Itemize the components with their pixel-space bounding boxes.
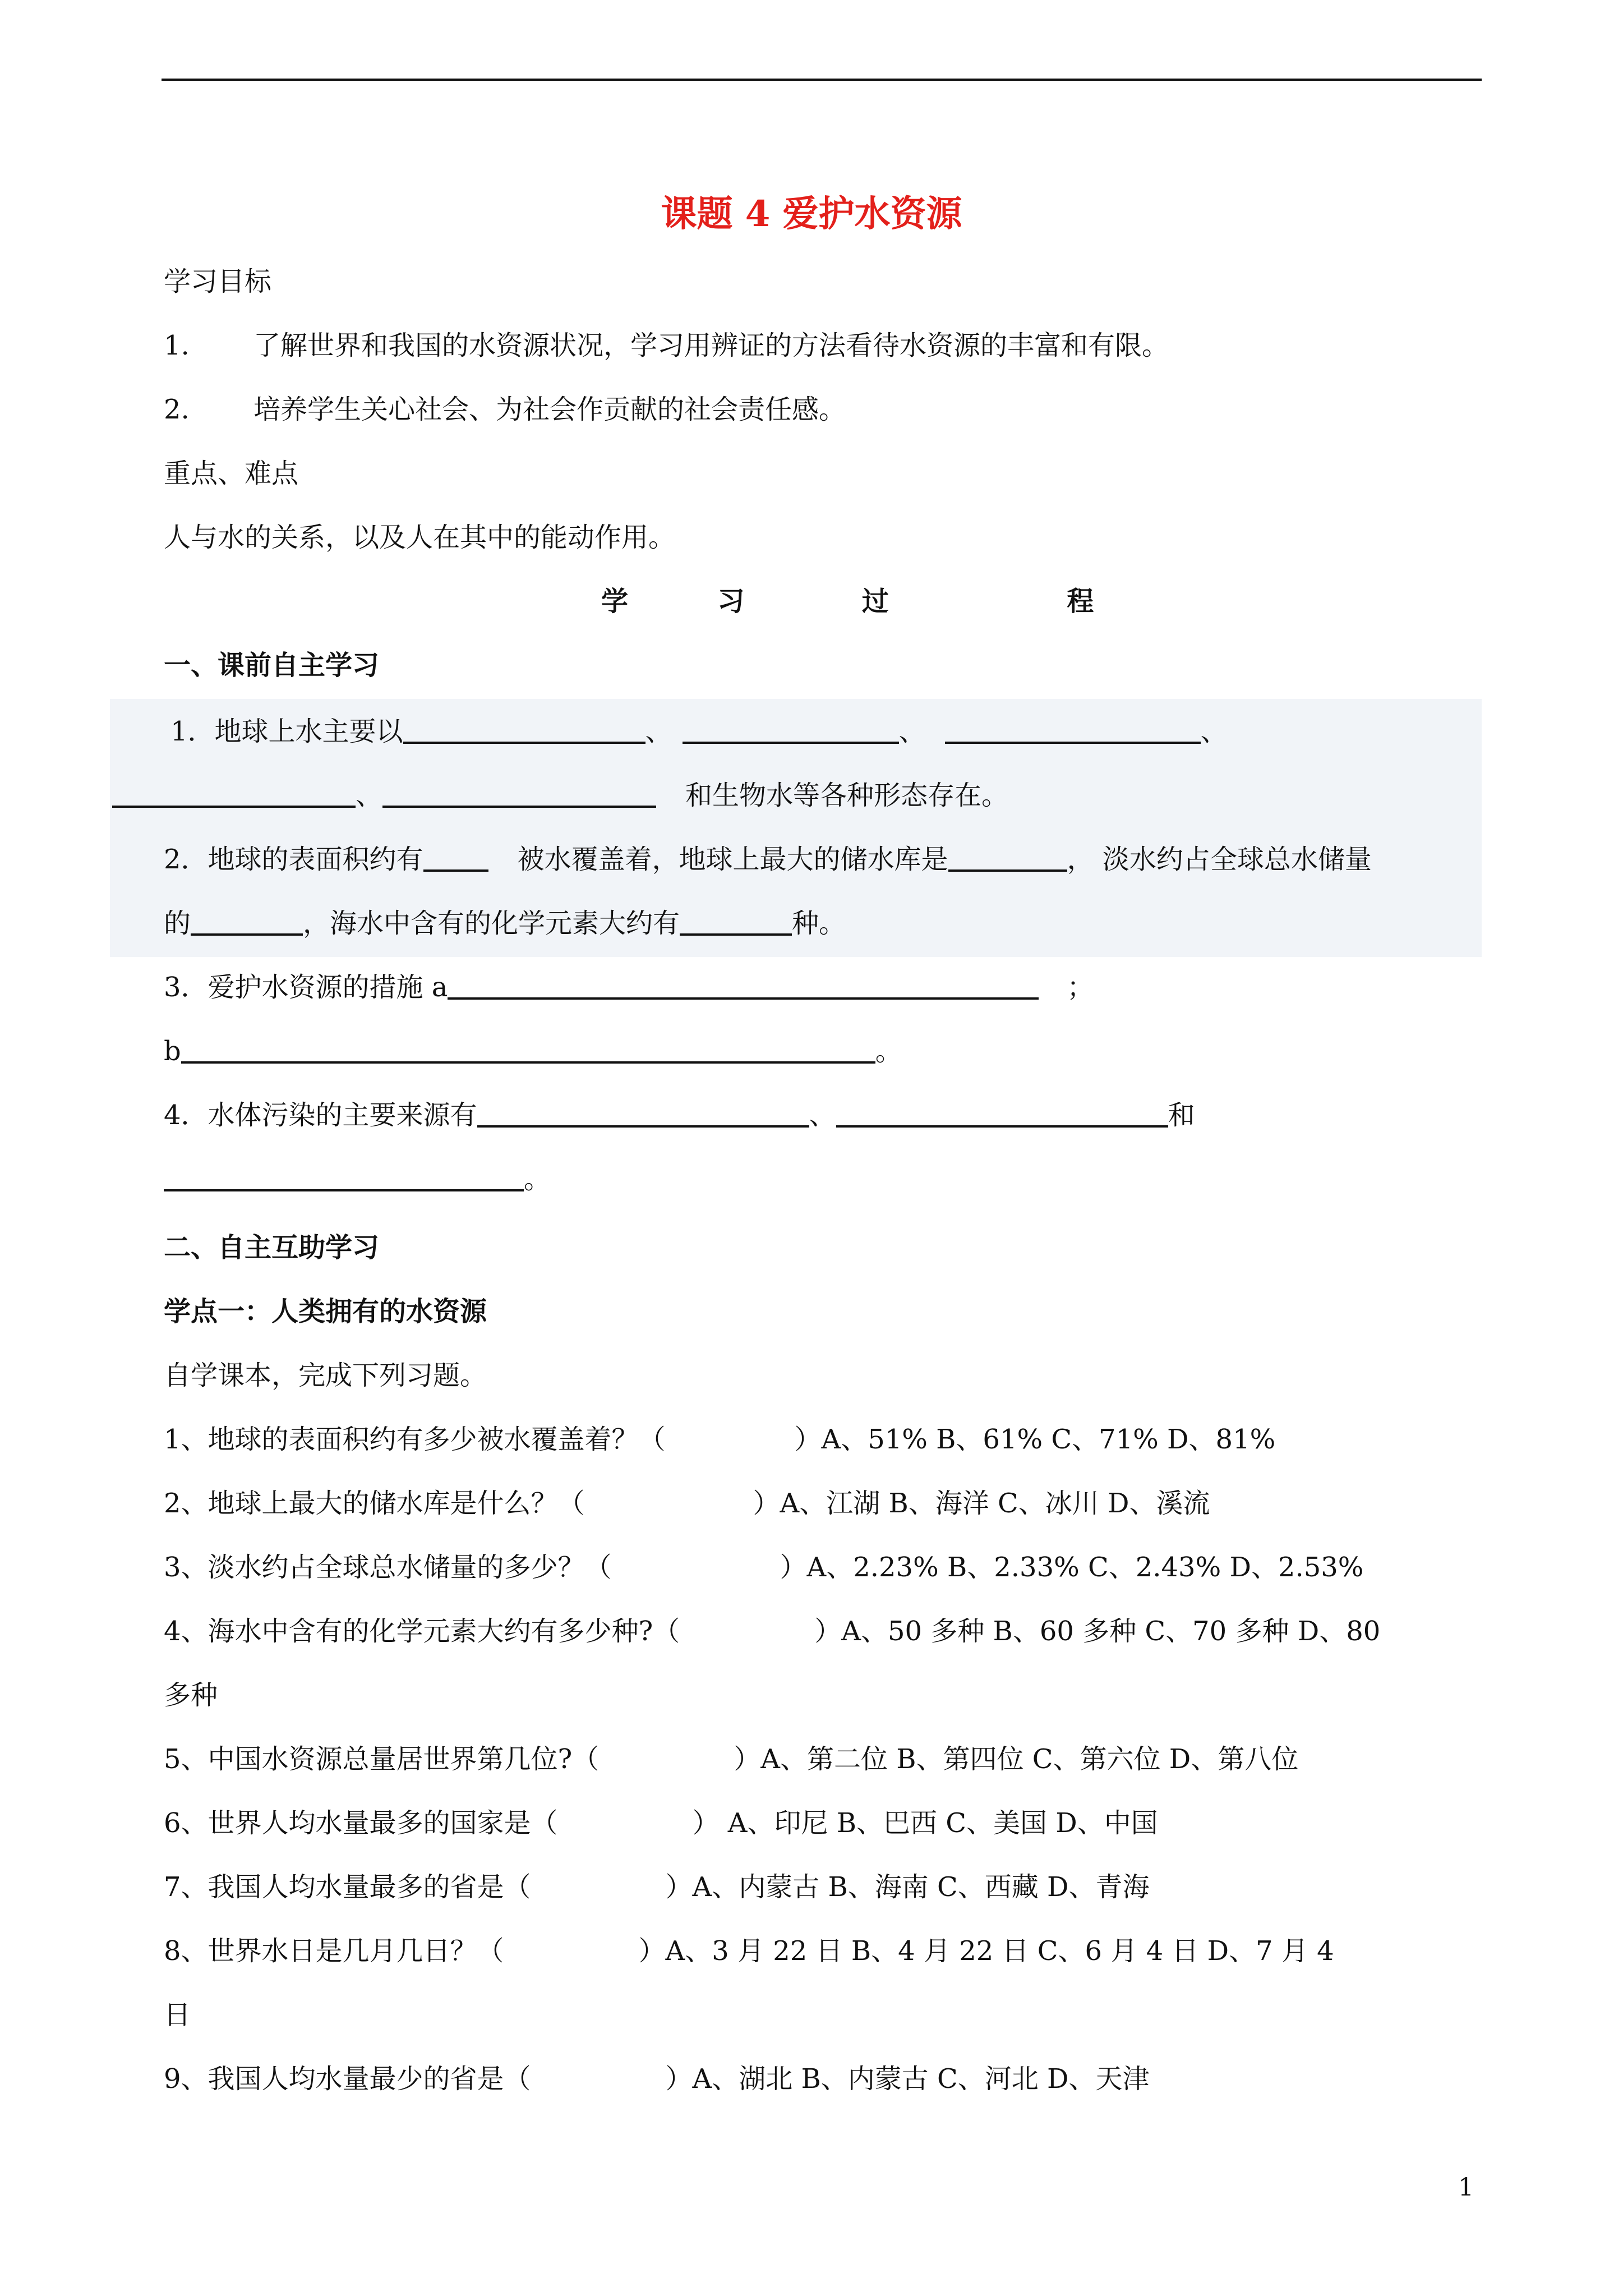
objective-text: 培养学生关心社会、为社会作贡献的社会责任感。 — [253, 394, 846, 425]
objective-number: 2. — [164, 394, 190, 425]
question-1-line2 — [112, 780, 1008, 809]
answer-blank[interactable] — [945, 716, 1201, 744]
objective-number: 1. — [164, 330, 190, 361]
q4-separator: 、 — [809, 1099, 836, 1131]
mc-question-text: 6、世界人均水量最多的国家是（ — [164, 1807, 558, 1839]
answer-blank[interactable] — [477, 1099, 809, 1128]
mc-question — [164, 1426, 1275, 1453]
mc-question-continuation: 日 — [164, 1999, 191, 2031]
q2-text: 被水覆盖着，地球上最大的储水库是 — [517, 844, 948, 875]
answer-blank[interactable] — [181, 1036, 875, 1064]
answer-blank[interactable] — [448, 972, 1039, 1000]
header-rule — [162, 79, 1482, 81]
q1-separator: 、 — [898, 716, 926, 747]
mc-options: ）A、第二位 B、第四位 C、第六位 D、第八位 — [734, 1743, 1299, 1775]
mc-options: ）A、2.23% B、2.33% C、2.43% D、2.53% — [780, 1552, 1364, 1583]
mc-question — [164, 1618, 1380, 1645]
section1-heading: 一、课前自主学习 — [164, 650, 380, 681]
key-points-heading: 重点、难点 — [164, 458, 299, 489]
process-char: 过 — [861, 586, 889, 617]
process-char: 程 — [1067, 586, 1094, 617]
q2-text: ， 淡水约占全球总水储量 — [1067, 844, 1372, 875]
answer-blank[interactable] — [191, 908, 303, 936]
objective-item — [164, 332, 1169, 359]
question-2-line1 — [164, 844, 1372, 873]
mc-options: ）A、51% B、61% C、71% D、81% — [794, 1424, 1276, 1455]
q3-separator: ； — [1067, 972, 1094, 1003]
answer-blank[interactable] — [403, 716, 645, 744]
mc-question-text: 3、淡水约占全球总水储量的多少？（ — [164, 1552, 612, 1583]
key-points-text: 人与水的关系，以及人在其中的能动作用。 — [164, 522, 676, 553]
question-1-line1 — [170, 716, 1228, 745]
mc-options: ）A、内蒙古 B、海南 C、西藏 D、青海 — [665, 1871, 1150, 1903]
objective-text: 了解世界和我国的水资源状况，学习用辨证的方法看待水资源的丰富和有限。 — [253, 330, 1169, 361]
mc-question-text: 9、我国人均水量最少的省是（ — [164, 2063, 531, 2095]
q1-suffix: 和生物水等各种形态存在。 — [685, 780, 1009, 811]
mc-options: ）A、江湖 B、海洋 C、冰川 D、溪流 — [753, 1488, 1210, 1519]
question-4-line1 — [164, 1099, 1195, 1129]
q2-text: 的 — [164, 908, 191, 939]
q4-suffix: 。 — [524, 1163, 551, 1195]
mc-question-text: 5、中国水资源总量居世界第几位?（ — [164, 1743, 600, 1775]
process-heading — [601, 588, 1094, 615]
q3-prefix: 3．爱护水资源的措施 a — [164, 972, 448, 1003]
objectives-heading: 学习目标 — [164, 266, 272, 297]
answer-blank[interactable] — [382, 780, 656, 808]
q3-suffix: 。 — [875, 1036, 902, 1067]
mc-question-text: 8、世界水日是几月几日？（ — [164, 1935, 504, 1967]
mc-options: ）A、50 多种 B、60 多种 C、70 多种 D、80 — [814, 1616, 1381, 1647]
q1-separator: 、 — [356, 780, 383, 811]
q4-and: 和 — [1168, 1099, 1195, 1131]
q1-separator: 、 — [1200, 716, 1228, 747]
mc-question-text: 2、地球上最大的储水库是什么？（ — [164, 1488, 585, 1519]
page-number: 1 — [1458, 2173, 1474, 2202]
mc-question — [164, 2063, 1150, 2095]
q2-suffix: 种。 — [792, 908, 846, 939]
question-3-line1 — [164, 972, 1094, 1001]
answer-blank[interactable] — [164, 1163, 524, 1191]
answer-blank[interactable] — [948, 844, 1067, 872]
process-char: 习 — [717, 586, 745, 617]
mc-question — [164, 1871, 1150, 1903]
mc-question — [164, 1490, 1210, 1517]
q3-prefix-b: b — [164, 1036, 181, 1067]
process-char: 学 — [601, 586, 629, 617]
question-4-line2 — [164, 1163, 551, 1193]
answer-blank[interactable] — [423, 844, 488, 872]
mc-question-text: 7、我国人均水量最多的省是（ — [164, 1871, 531, 1903]
objective-item — [164, 396, 846, 423]
mc-options: ）A、湖北 B、内蒙古 C、河北 D、天津 — [665, 2063, 1150, 2095]
q4-prefix: 4．水体污染的主要来源有 — [164, 1099, 477, 1131]
mc-question-continuation: 多种 — [164, 1680, 218, 1711]
mc-question-text: 1、地球的表面积约有多少被水覆盖着？（ — [164, 1424, 666, 1455]
instruction-text: 自学课本，完成下列习题。 — [164, 1360, 487, 1391]
answer-blank[interactable] — [680, 908, 792, 936]
question-2-line2 — [164, 908, 846, 937]
point1-heading: 学点一：人类拥有的水资源 — [164, 1296, 487, 1327]
q1-prefix: 1．地球上水主要以 — [170, 716, 403, 747]
mc-question — [164, 1935, 1334, 1967]
q2-prefix: 2．地球的表面积约有 — [164, 844, 423, 875]
answer-blank[interactable] — [683, 716, 899, 744]
q1-separator: 、 — [645, 716, 672, 747]
mc-question — [164, 1554, 1363, 1581]
answer-blank[interactable] — [112, 780, 356, 808]
page-title: 课题 4 爱护水资源 — [661, 193, 962, 235]
answer-blank[interactable] — [836, 1099, 1168, 1128]
section2-heading: 二、自主互助学习 — [164, 1232, 380, 1263]
mc-question — [164, 1743, 1299, 1775]
q2-text: ，海水中含有的化学元素大约有 — [303, 908, 680, 939]
mc-question — [164, 1807, 1158, 1839]
mc-question-text: 4、海水中含有的化学元素大约有多少种?（ — [164, 1616, 680, 1647]
mc-options: ） A、印尼 B、巴西 C、美国 D、中国 — [692, 1807, 1158, 1839]
mc-options: ）A、3 月 22 日 B、4 月 22 日 C、6 月 4 日 D、7 月 4 — [638, 1935, 1334, 1967]
question-3-line2 — [164, 1036, 902, 1065]
